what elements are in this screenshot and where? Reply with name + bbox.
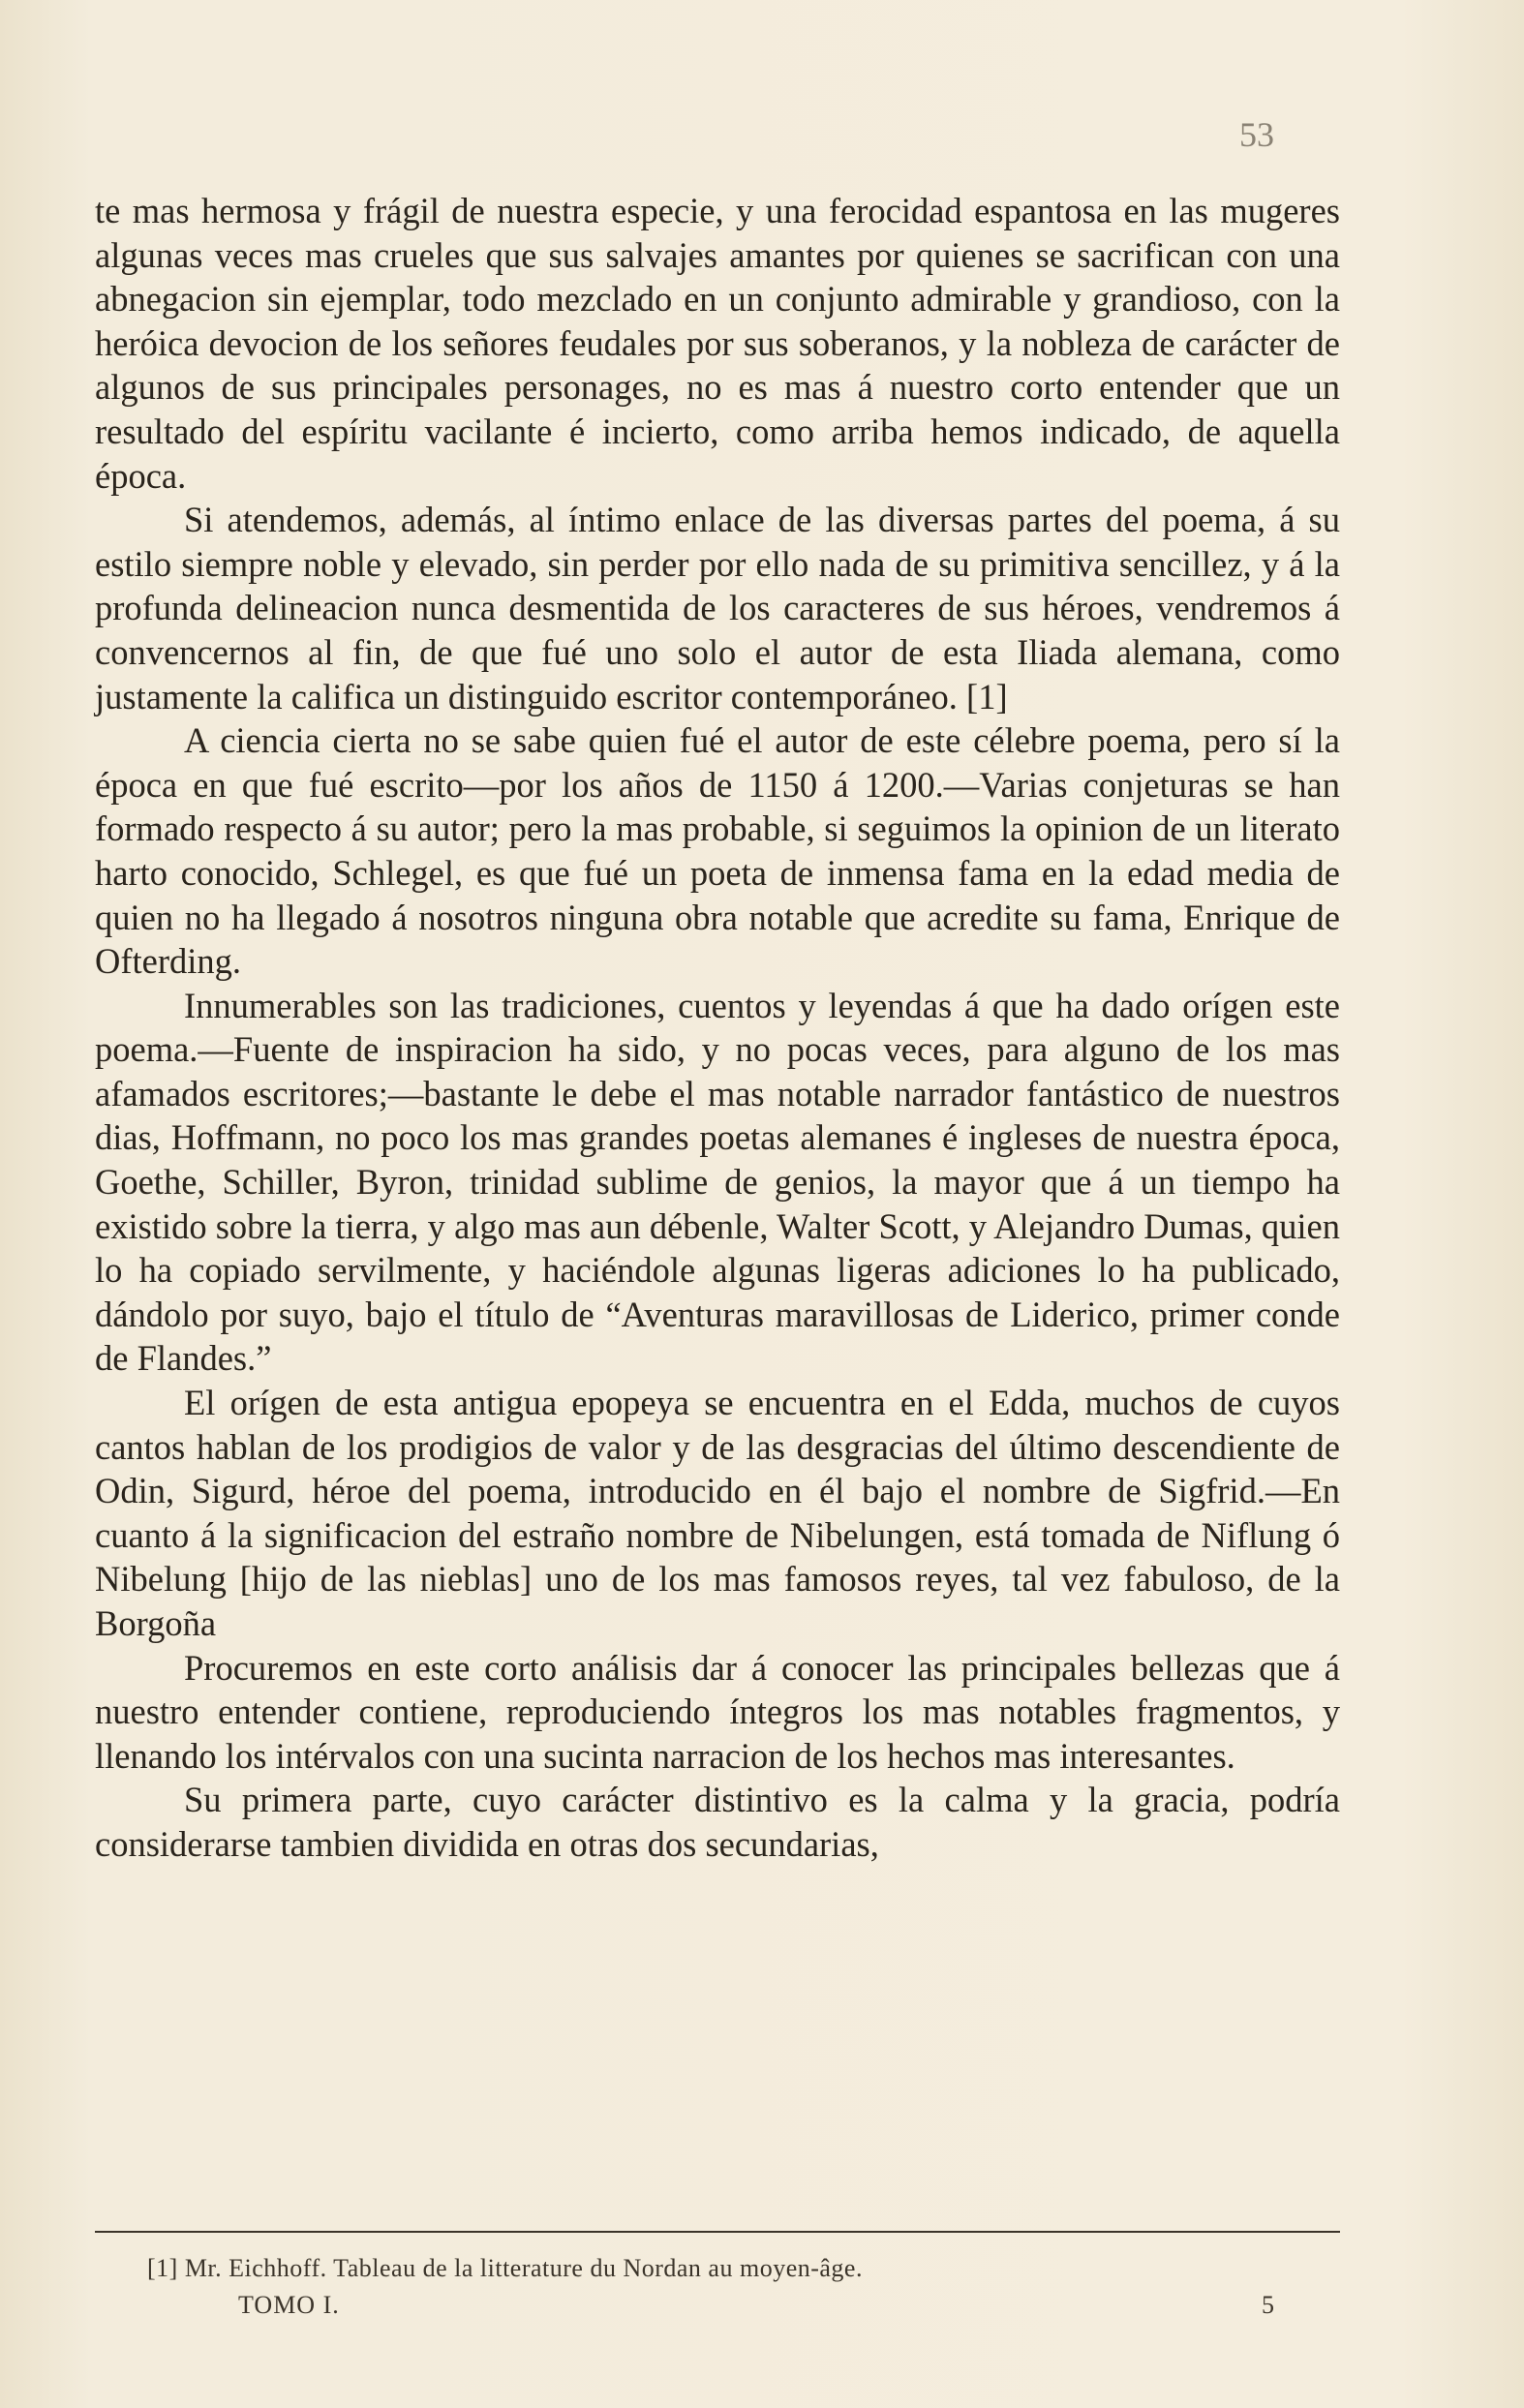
signature-mark: 5 — [1262, 2291, 1274, 2319]
footnote-rule — [95, 2231, 1340, 2233]
paragraph: El orígen de esta antigua epopeya se encuentra en el Edda, muchos de cuyos cantos hablan de los prodigios de valor y de las desgracias del último descendiente de Odin, Sigurd, héroe del poema, introducido en él bajo el nombre de Sigfrid.—En cuanto á la significacion del estraño nombre de Nibelungen, está tomada de Niflung ó Nibelung [hijo de las nieblas] uno de los mas famosos reyes, tal vez fabuloso, de la Borgoña — [95, 1383, 1340, 1643]
footnote: [1] Mr. Eichhoff. Tableau de la litterature du Nordan au moyen-âge. — [147, 2254, 863, 2282]
paragraph: Si atendemos, además, al íntimo enlace de las diversas partes del poema, á su estilo siempre noble y elevado, sin perder por ello nada de su primitiva sencillez, y á la profunda delineacion nunca desmentida de los caracteres de sus héroes, vendremos á convencernos al fin, de que fué uno solo el autor de esta Iliada alemana, como justamente la califica un distinguido escritor contemporáneo. [1] — [95, 500, 1340, 716]
body-text — [95, 189, 1340, 1867]
paragraph: te mas hermosa y frágil de nuestra especie, y una ferocidad espantosa en las mugeres algunas veces mas crueles que sus salvajes amantes por quienes se sacrifican con una abnegacion sin ejemplar, todo mezclado en un conjunto admirable y grandioso, con la heróica devocion de los señores feudales por sus soberanos, y la nobleza de carácter de algunos de sus principales personages, no es mas á nuestro corto entender que un resultado del espíritu vacilante é incierto, como arriba hemos indicado, de aquella época. — [95, 191, 1340, 496]
paragraph: Procuremos en este corto análisis dar á conocer las principales bellezas que á nuestro entender contiene, reproduciendo íntegros los mas notables fragmentos, y llenando los intérvalos con una sucinta narracion de los hechos mas interesantes. — [95, 1647, 1340, 1776]
paragraph: Innumerables son las tradiciones, cuentos y leyendas á que ha dado orígen este poema.—Fuente de inspiracion ha sido, y no pocas veces, para alguno de los mas afamados escritores;—bastante le debe el mas notable narrador fantástico de nuestros dias, Hoffmann, no poco los mas grandes poetas alemanes é ingleses de nuestra época, Goethe, Schiller, Byron, trinidad sublime de genios, la mayor que á un tiempo ha existido sobre la tierra, y algo mas aun débenle, Walter Scott, y Alejandro Dumas, quien lo ha copiado servilmente, y haciéndole algunas ligeras adiciones lo ha publicado, dándolo por suyo, bajo el título de “Aventuras maravillosas de Liderico, primer conde de Flandes.” — [95, 985, 1340, 1379]
page-footer — [238, 2291, 1274, 2330]
volume-label: TOMO I. — [238, 2291, 340, 2319]
page-number: 53 — [1239, 115, 1274, 154]
paragraph: Su primera parte, cuyo carácter distintivo es la calma y la gracia, podría considerarse tambien dividida en otras dos secundarias, — [95, 1780, 1340, 1864]
paragraph: A ciencia cierta no se sabe quien fué el autor de este célebre poema, pero sí la época en que fué escrito—por los años de 1150 á 1200.—Varias conjeturas se han formado respecto á su autor; pero la mas probable, si seguimos la opinion de un literato harto conocido, Schlegel, es que fué un poeta de inmensa fama en la edad media de quien no ha llegado á nosotros ninguna obra notable que acredite su fama, Enrique de Ofterding. — [95, 720, 1340, 982]
